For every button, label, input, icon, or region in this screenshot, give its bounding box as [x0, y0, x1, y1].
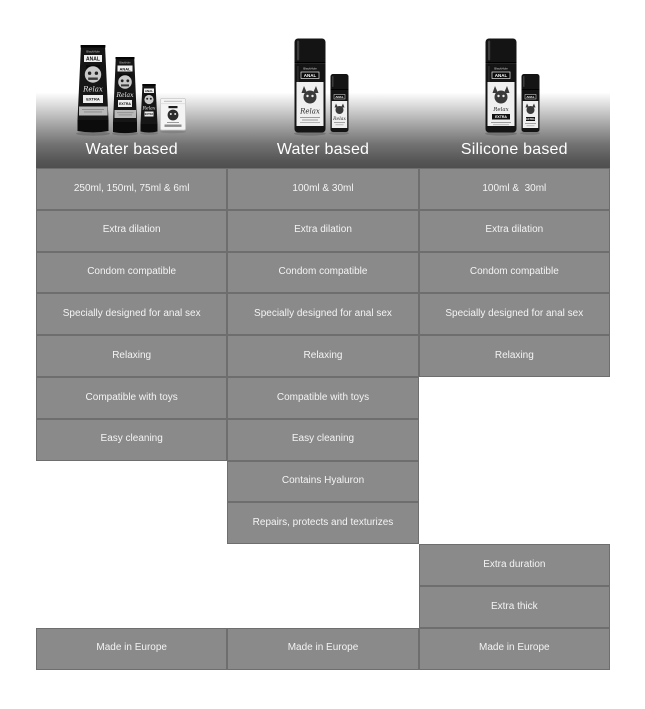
svg-text:BlackHole: BlackHole: [86, 49, 100, 54]
svg-text:Relax: Relax: [333, 117, 346, 122]
feature-cell: Contains Hyaluron: [227, 461, 418, 503]
feature-grid: [36, 168, 610, 670]
bottle-large-icon: [295, 39, 326, 133]
feature-cell: Extra dilation: [36, 210, 227, 252]
svg-text:ANAL: ANAL: [119, 66, 131, 72]
svg-text:ANAL: ANAL: [144, 89, 154, 94]
svg-text:ANAL: ANAL: [303, 73, 317, 78]
bottle-small-icon: [522, 74, 540, 132]
feature-cell: Specially designed for anal sex: [227, 293, 418, 335]
column-header-water-based-2: Water based: [276, 141, 370, 158]
feature-cell: Specially designed for anal sex: [419, 293, 610, 335]
feature-cell: Extra duration: [419, 544, 610, 586]
svg-text:ANAL: ANAL: [494, 73, 508, 78]
feature-cell: Repairs, protects and texturizes: [227, 502, 418, 544]
header-labels: [36, 136, 610, 164]
column-header-water-based-1: Water based: [85, 141, 178, 158]
feature-cell: Made in Europe: [36, 628, 227, 670]
svg-text:Relax: Relax: [300, 107, 320, 116]
feature-cell: 100ml & 30ml: [419, 168, 610, 210]
feature-cell: Easy cleaning: [36, 419, 227, 461]
svg-text:Relax: Relax: [116, 92, 134, 99]
product-image-bottles-water-icon: [292, 36, 352, 136]
svg-text:EXTRA: EXTRA: [119, 102, 131, 106]
product-image-tubes-icon: [76, 36, 188, 136]
feature-cell: 250ml, 150ml, 75ml & 6ml: [36, 168, 227, 210]
tube-large-icon: [78, 45, 109, 132]
feature-cell: Extra dilation: [419, 210, 610, 252]
svg-text:BlackHole: BlackHole: [303, 66, 317, 71]
svg-text:EXTRA: EXTRA: [144, 113, 154, 117]
svg-text:EXTRA: EXTRA: [495, 115, 507, 120]
feature-cell: Condom compatible: [36, 252, 227, 294]
sachet-icon: [161, 99, 186, 131]
svg-text:ANAL: ANAL: [526, 95, 535, 99]
svg-text:ANAL: ANAL: [335, 95, 344, 99]
feature-cell: Extra dilation: [227, 210, 418, 252]
bottle-small-icon: [331, 74, 349, 132]
svg-text:BlackHole: BlackHole: [494, 66, 508, 71]
feature-cell: Condom compatible: [419, 252, 610, 294]
svg-text:Relax: Relax: [142, 106, 156, 112]
svg-text:EXTRA: EXTRA: [526, 118, 535, 121]
svg-text:EXTRA: EXTRA: [86, 96, 100, 102]
feature-cell: Extra thick: [419, 586, 610, 628]
feature-cell: Condom compatible: [227, 252, 418, 294]
column-header-silicone-based: Silicone based: [460, 141, 568, 158]
feature-cell: Compatible with toys: [36, 377, 227, 419]
feature-cell: Made in Europe: [419, 628, 610, 670]
svg-text:BlackHole: BlackHole: [119, 61, 131, 65]
svg-text:Relax: Relax: [493, 107, 509, 113]
feature-cell: Relaxing: [36, 335, 227, 377]
feature-cell: Specially designed for anal sex: [36, 293, 227, 335]
feature-cell: Made in Europe: [227, 628, 418, 670]
svg-text:Relax: Relax: [83, 85, 103, 94]
feature-cell: Relaxing: [419, 335, 610, 377]
feature-cell: Compatible with toys: [227, 377, 418, 419]
bottle-large-icon: [486, 39, 517, 133]
feature-cell: Easy cleaning: [227, 419, 418, 461]
product-image-bottles-silicone-icon: [483, 36, 543, 136]
tube-small-icon: [141, 84, 158, 132]
svg-text:ANAL: ANAL: [86, 56, 100, 63]
feature-cell: Relaxing: [227, 335, 418, 377]
feature-cell: 100ml & 30ml: [227, 168, 418, 210]
tube-medium-icon: [113, 57, 137, 133]
